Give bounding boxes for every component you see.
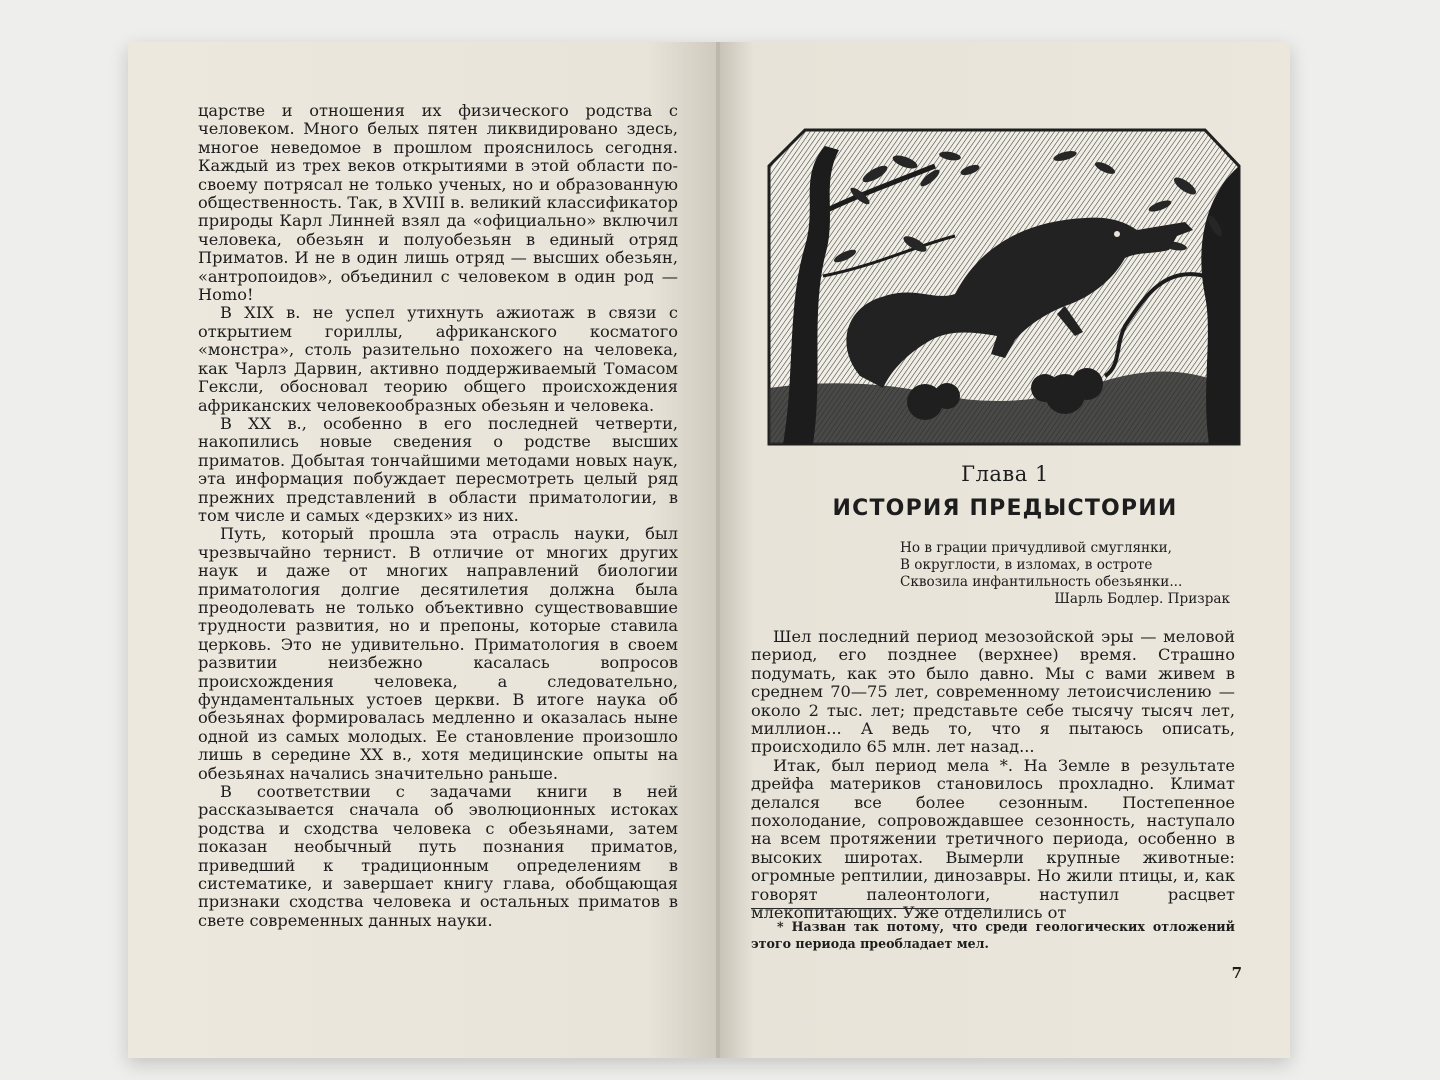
page-number: 7 bbox=[1231, 964, 1242, 982]
open-book bbox=[128, 42, 1290, 1058]
epigraph-author: Шарль Бодлер. Призрак bbox=[1054, 591, 1230, 607]
right-page-text bbox=[751, 628, 1235, 923]
paragraph: Итак, был период мела *. На Земле в результате дрейфа материков становилось прохладно. Климат делался все более сезонным. Постепенное похолодание, сопровождавшее сезонность, наступало на всем протяжении третичного периода, особенно в высоких широтах. Вымерли крупные животные: огромные рептилии, динозавры. Но жили птицы, и, как говорят палеонтологи, наступил расцвет млекопитающих. Уже отделились от bbox=[751, 755, 1235, 923]
epigraph-line: В округлости, в изломах, в остроте bbox=[900, 557, 1153, 573]
paragraph: В XX в., особенно в его последней четверти, накопились новые сведения о родстве высших приматов. Добытая тончайшими методами новых наук, эта информация побуждает пересмотреть целый ряд прежних представлений в области приматологии, в том числе и самых «дерзких» из них. bbox=[198, 413, 678, 525]
left-page-text bbox=[198, 102, 678, 930]
paragraph: В XIX в. не успел утихнуть ажиотаж в связи с открытием гориллы, африканского косматого «монстра», столь разительно похожего на человека, как Чарлз Дарвин, активно поддерживаемый Томасом Гексли, обосновал теорию общего происхождения африканских человекообразных обезьян и человека. bbox=[198, 303, 678, 415]
right-page bbox=[720, 42, 1290, 1058]
chapter-number: Глава 1 bbox=[961, 462, 1049, 486]
paragraph: В соответствии с задачами книги в ней рассказывается сначала об эволюционных истоках родства и сходства человека с обезьянами, затем показан необычный путь познания приматов, приведший к традиционным определениям в систематике, и завершает книгу глава, обобщающая признаки сходства человека и остальных приматов в свете современных данных науки. bbox=[198, 782, 678, 930]
chapter-illustration bbox=[765, 126, 1243, 448]
epigraph-line: Но в грации причудливой смуглянки, bbox=[900, 540, 1172, 556]
paragraph: Путь, который прошла эта отрасль науки, был чрезвычайно тернист. В отличие от многих других наук и даже от многих направлений биологии приматология долгие десятилетия должна была преодолевать не только объективно существовавшие трудности развития, но и препоны, которые ставила церковь. Это не удивительно. Приматология в своем развитии неизбежно касалась вопросов происхождения человека, а следовательно, фундаментальных устоев церкви. В итоге наука об обезьянах формировалась медленно и оказалась ныне одной из самых молодых. Ее становление произошло лишь в середине XX в., хотя медицинские опыты на обезьянах начались значительно раньше. bbox=[198, 524, 678, 783]
paragraph: царстве и отношения их физического родства с человеком. Много белых пятен ликвидировано здесь, многое неведомое в прошлом прояснилось сегодня. Каждый из трех веков открытиями в этой области по-своему потрясал не только ученых, но и образованную общественность. Так, в XVIII в. великий классификатор природы Карл Линней взял да «официально» включил человека, обезьян и полуобезьян в единый отряд Приматов. И не в один лишь отряд — высших обезьян, «антропоидов», объединил с человеком в один род — Homo! bbox=[198, 101, 678, 305]
footnote bbox=[751, 918, 1235, 952]
left-page bbox=[128, 42, 718, 1058]
epigraph-line: Сквозила инфантильность обезьянки... bbox=[900, 574, 1183, 590]
epigraph bbox=[900, 540, 1230, 608]
footnote-rule bbox=[751, 908, 991, 909]
paragraph: Шел последний период мезозойской эры — меловой период, его позднее (верхнее) время. Страшно подумать, как это было давно. Мы с вами живем в среднем 70—75 лет, современному летоисчислению — около 2 тыс. лет; представьте себе тысячу тысяч лет, миллион... А ведь то, что я пытаюсь описать, происходило 65 млн. лет назад... bbox=[751, 627, 1235, 757]
chapter-title: ИСТОРИЯ ПРЕДЫСТОРИИ bbox=[832, 496, 1178, 521]
footnote-text: * Назван так потому, что среди геологических отложений этого периода преобладает мел. bbox=[751, 919, 1235, 951]
